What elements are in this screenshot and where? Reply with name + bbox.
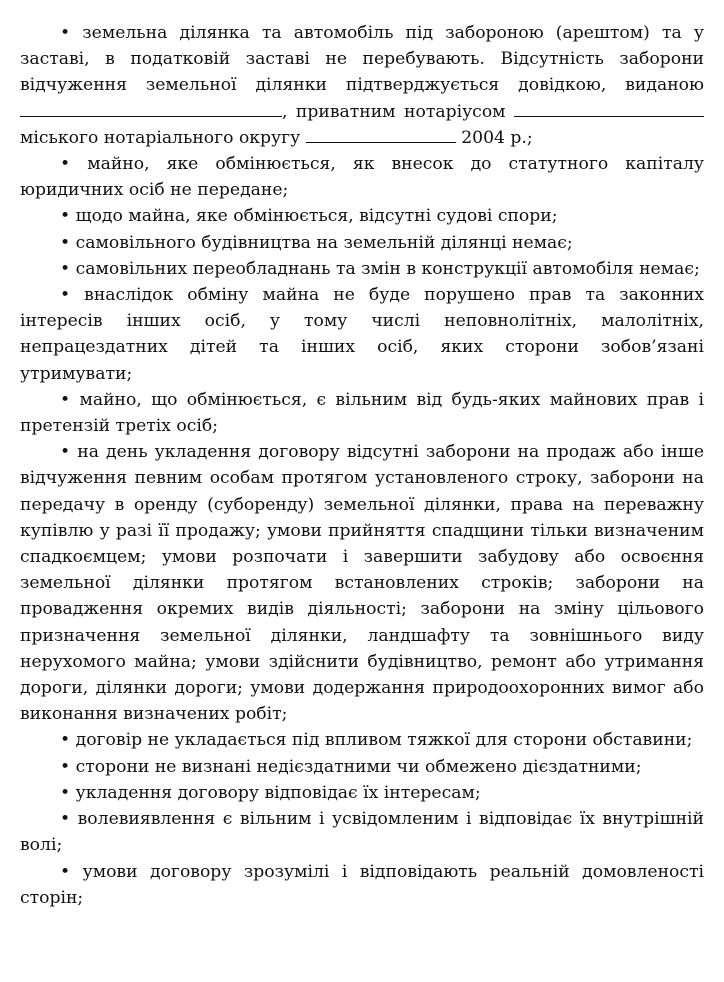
item-text: щодо майна, яке обмінюється, відсутні судові спори; — [75, 206, 558, 227]
bullet: • — [60, 206, 71, 227]
bullet: • — [60, 285, 71, 306]
bullet: • — [60, 756, 71, 777]
item-text: самовільних переобладнань та змін в конструкції автомобіля немає; — [75, 258, 700, 279]
item-text: на день укладення договору відсутні заборони на продаж або інше відчуження певним особам протягом установленого строку, заборони на передачу в оренду (суборенду) земельної ділянки, права на переважну купівлю у разі її продажу; умови прийняття спадщини тільки визначеним спадкоємцем; умови розпочати і завершити забудову або освоєння земельної ділянки протягом встановлених строків; заборони на провадження окремих видів діяльності; заборони на зміну цільового призначення земельної ділянки, ландшафту та зовнішнього виду нерухомого майна; умови здійснити будівництво, ремонт або утримання дороги, ділянки дороги; умови додержання природоохоронних вимог або виконання визначених робіт; — [20, 442, 704, 725]
list-item — [20, 256, 704, 282]
item-text: 2004 р.; — [461, 127, 533, 148]
item-text: договір не укладається під впливом тяжкої для сторони обставини; — [75, 730, 693, 751]
item-text: сторони не визнані недієздатними чи обмежено дієздатними; — [75, 756, 642, 777]
bullet: • — [60, 258, 71, 279]
list-item — [20, 806, 704, 858]
item-text: майно, що обмінюється, є вільним від будь-яких майнових прав і претензій третіх осіб; — [20, 389, 705, 437]
item-text: майно, яке обмінюється, як внесок до статутного капіталу юридичних осіб не передане; — [20, 154, 704, 201]
list-item — [20, 780, 704, 806]
bullet: • — [60, 154, 71, 175]
list-item — [20, 439, 704, 727]
bullet: • — [60, 809, 71, 830]
list-item — [20, 859, 704, 911]
blank-line — [20, 100, 282, 117]
bullet: • — [60, 389, 71, 410]
bullet: • — [60, 23, 71, 43]
item-text: волевиявлення є вільним і усвідомленим і відповідає їх внутрішній волі; — [20, 809, 705, 856]
blank-line — [306, 126, 456, 143]
list-item — [20, 203, 704, 229]
item-text: , приватним нотаріусом — [282, 101, 506, 122]
bullet: • — [60, 782, 71, 803]
list-item — [20, 230, 704, 256]
list-item — [20, 727, 704, 753]
list-item — [20, 151, 704, 203]
item-text: внаслідок обміну майна не буде порушено прав та законних інтересів інших осіб, у тому числі неповнолітніх, малолітніх, непрацездатних дітей та інших осіб, яких сторони зобов’язані утримувати; — [20, 285, 704, 384]
list-item — [20, 754, 704, 780]
list-item — [20, 282, 704, 387]
bullet: • — [60, 442, 71, 463]
document-page — [20, 20, 704, 911]
item-text: земельна ділянка та автомобіль під забороною (арештом) та у заставі, в податковій заставі не перебувають. Відсутність заборони відчуження земельної ділянки підтверджується довідкою, виданою — [20, 23, 704, 96]
bullet: • — [60, 730, 71, 751]
bullet: • — [60, 861, 71, 882]
item-text: укладення договору відповідає їх інтересам; — [75, 782, 481, 803]
list-item — [20, 20, 704, 151]
bullet: • — [60, 232, 71, 253]
blank-line — [514, 100, 704, 117]
item-text: умови договору зрозумілі і відповідають реальній домовленості сторін; — [20, 861, 704, 908]
list-item — [20, 387, 704, 439]
item-text: міського нотаріального округу — [20, 127, 301, 148]
item-text: самовільного будівництва на земельній ділянці немає; — [75, 232, 573, 253]
